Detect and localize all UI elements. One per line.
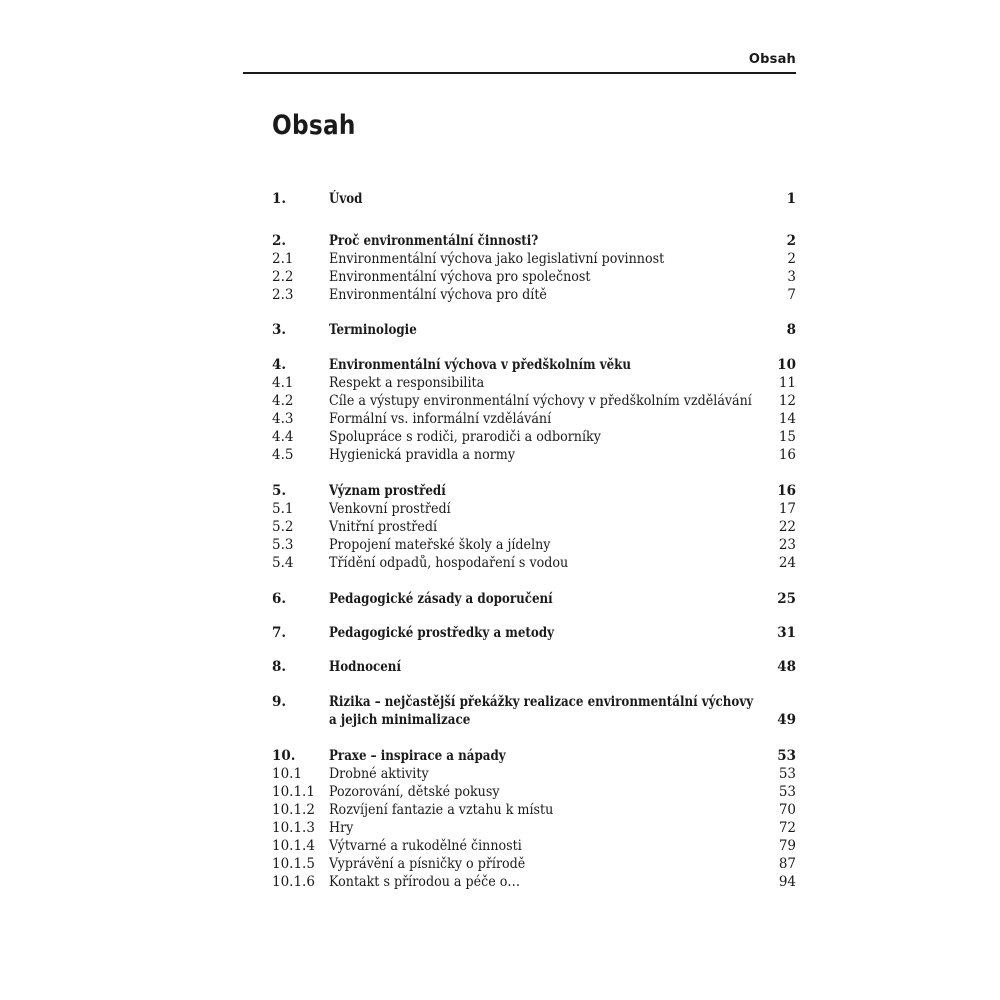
toc-number: 5.2 [272, 519, 294, 535]
toc-title: Hry [329, 820, 354, 836]
toc-chapter-row [272, 693, 796, 711]
toc-number: 4.2 [272, 393, 294, 409]
toc-title: Pozorování, dětské pokusy [329, 784, 500, 800]
toc-page-number: 17 [778, 501, 796, 517]
toc-chapter-row [272, 482, 796, 500]
toc-number: 10.1.4 [272, 838, 315, 854]
toc-title: Vyprávění a písničky o přírodě [329, 856, 526, 872]
toc-number: 5.4 [272, 555, 294, 571]
toc-chapter-row [272, 356, 796, 374]
toc-page-number: 24 [778, 555, 796, 571]
toc-section-row [272, 518, 796, 536]
toc-title: Environmentální výchova v předškolním věku [329, 357, 632, 373]
toc-page-number: 10 [777, 357, 796, 373]
toc-number: 1. [272, 191, 287, 207]
toc-title: Propojení mateřské školy a jídelny [329, 537, 551, 553]
toc-number: 2.2 [272, 269, 294, 285]
toc-number: 7. [272, 625, 287, 641]
toc-title: Pedagogické prostředky a metody [329, 625, 555, 641]
toc-page-number: 2 [786, 233, 796, 249]
toc-title: Hodnocení [329, 659, 401, 675]
toc-chapter-row [272, 658, 796, 676]
toc-page-number: 22 [778, 519, 796, 535]
toc-page-number: 48 [777, 659, 796, 675]
toc-page-number: 72 [778, 820, 796, 836]
toc-section-row [272, 855, 796, 873]
toc-title: Environmentální výchova pro společnost [329, 269, 591, 285]
toc-title: Pedagogické zásady a doporučení [329, 591, 553, 607]
toc-page-number: 25 [777, 591, 796, 607]
toc-page-number: 8 [786, 322, 796, 338]
toc-title: Rizika – nejčastější překážky realizace environmentální výchovy [329, 694, 754, 710]
toc-number: 9. [272, 694, 287, 710]
toc-number: 10.1 [272, 766, 303, 782]
toc-title: Environmentální výchova pro dítě [329, 287, 547, 303]
running-head-title: Obsah [748, 52, 796, 67]
toc-number: 2. [272, 233, 287, 249]
toc-number: 10.1.6 [272, 874, 315, 890]
toc-page-number: 16 [778, 447, 796, 463]
toc-page-number: 53 [778, 766, 796, 782]
toc-title: Terminologie [329, 322, 417, 338]
toc-number: 8. [272, 659, 287, 675]
toc-section-row [272, 268, 796, 286]
toc-title: Respekt a responsibilita [329, 375, 485, 391]
toc-page-number: 79 [778, 838, 796, 854]
toc-section-row [272, 500, 796, 518]
toc-title: Hygienická pravidla a normy [329, 447, 516, 463]
toc-chapter-row [272, 624, 796, 642]
toc-page-number: 23 [778, 537, 796, 553]
toc-section-row [272, 410, 796, 428]
toc-number: 10.1.5 [272, 856, 315, 872]
toc-section-row [272, 446, 796, 464]
toc-section-row [272, 765, 796, 783]
toc-section-row [272, 250, 796, 268]
toc-section-row [272, 374, 796, 392]
toc-title: Venkovní prostředí [329, 501, 451, 517]
toc-number: 4.3 [272, 411, 294, 427]
toc-number: 5.3 [272, 537, 294, 553]
toc-title: Vnitřní prostředí [329, 519, 438, 535]
toc-page-number: 11 [778, 375, 796, 391]
toc-number: 6. [272, 591, 287, 607]
toc-title: Rozvíjení fantazie a vztahu k místu [329, 802, 554, 818]
toc-page-number: 53 [777, 748, 796, 764]
toc-number: 3. [272, 322, 287, 338]
toc-title: Drobné aktivity [329, 766, 429, 782]
toc-section-row [272, 428, 796, 446]
toc-chapter-row [272, 590, 796, 608]
toc-section-row [272, 286, 796, 304]
toc-page-number: 2 [787, 251, 796, 267]
toc-page-number: 53 [778, 784, 796, 800]
toc-page-number: 7 [787, 287, 796, 303]
toc-number: 5.1 [272, 501, 294, 517]
toc-title: Formální vs. informální vzdělávání [329, 411, 552, 427]
toc-page-number: 94 [778, 874, 796, 890]
toc-chapter-row [272, 321, 796, 339]
toc-title: Význam prostředí [329, 483, 446, 499]
toc-section-row [272, 873, 796, 891]
toc-page-number: 87 [778, 856, 796, 872]
toc-page-number: 14 [778, 411, 796, 427]
toc-section-row [272, 392, 796, 410]
toc-chapter-row [272, 190, 796, 208]
toc-chapter-row [272, 747, 796, 765]
toc-title: Kontakt s přírodou a péče o… [329, 874, 521, 890]
toc-page-number: 3 [787, 269, 796, 285]
toc-section-row [272, 837, 796, 855]
toc-page-number: 12 [778, 393, 796, 409]
toc-number: 2.1 [272, 251, 294, 267]
toc-page-number: 70 [778, 802, 796, 818]
toc-title: Spolupráce s rodiči, prarodiči a odborníky [329, 429, 601, 445]
toc-page-number: 15 [778, 429, 796, 445]
toc-title: Výtvarné a rukodělné činnosti [329, 838, 522, 854]
toc-chapter-row [272, 232, 796, 250]
toc-number: 10.1.2 [272, 802, 315, 818]
toc-number: 5. [272, 483, 287, 499]
toc-title: Environmentální výchova jako legislativní povinnost [329, 251, 665, 267]
toc-chapter-row [272, 711, 796, 729]
toc-page-number: 16 [777, 483, 796, 499]
toc-title: Proč environmentální činnosti? [329, 233, 539, 249]
toc-title: Úvod [329, 191, 363, 207]
toc-title: Třídění odpadů, hospodaření s vodou [329, 555, 569, 571]
toc-section-row [272, 536, 796, 554]
toc-title: Praxe – inspirace a nápady [329, 748, 506, 764]
toc-page-number: 31 [777, 625, 796, 641]
toc-section-row [272, 783, 796, 801]
toc-section-row [272, 819, 796, 837]
toc-number: 10. [272, 748, 296, 764]
toc-number: 4. [272, 357, 287, 373]
toc-number: 4.5 [272, 447, 294, 463]
toc-title: a jejich minimalizace [329, 712, 471, 728]
toc-number: 10.1.1 [272, 784, 315, 800]
toc-page-number: 1 [786, 191, 796, 207]
toc-section-row [272, 801, 796, 819]
toc-page-number: 49 [777, 712, 796, 728]
toc-section-row [272, 554, 796, 572]
page-title: Obsah [272, 110, 356, 141]
toc-title: Cíle a výstupy environmentální výchovy v předškolním vzdělávání [329, 393, 752, 409]
table-of-contents [272, 0, 796, 1000]
toc-number: 10.1.3 [272, 820, 315, 836]
toc-number: 2.3 [272, 287, 294, 303]
toc-number: 4.4 [272, 429, 294, 445]
toc-number: 4.1 [272, 375, 294, 391]
